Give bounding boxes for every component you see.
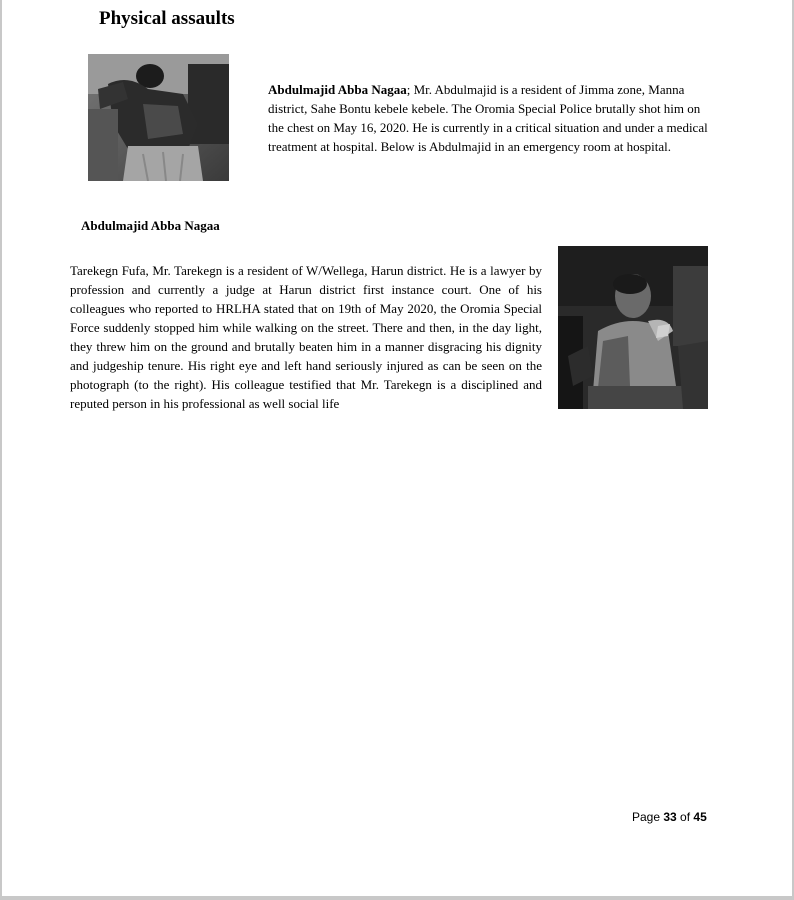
- page-number-current: 33: [663, 810, 677, 824]
- page-number-prefix: Page: [632, 810, 664, 824]
- section1-lead-name: Abdulmajid Abba Nagaa: [268, 82, 407, 97]
- section1-body-text: ; Mr. Abdulmajid is a resident of Jimma zone, Manna district, Sahe Bontu kebele kebele. The Oromia Special Police brutally shot him on the chest on May 16, 2020. He is currently in a critical situation and under a medical treatment at hospital. Below is Abdulmajid in an emergency room at hospital.: [268, 82, 708, 154]
- photo-caption: Abdulmajid Abba Nagaa: [81, 218, 220, 233]
- photo-injured-judge: [558, 246, 708, 409]
- page-number-middle: of: [676, 810, 694, 824]
- photo-injured-man-hospital-bed: [88, 54, 229, 181]
- section2-paragraph: Tarekegn Fufa, Mr. Tarekegn is a resident of W/Wellega, Harun district. He is a lawyer by profession and currently a judge at Harun district first instance court. One of his colleagues who reported to HRLHA stated that on 19th of May 2020, the Oromia Special Force suddenly stopped him while walking on the street. There and then, in the day light, they threw him on the ground and brutally beaten him in a manner disgracing his dignity and judgeship tenure. His right eye and left hand seriously injured as can be seen on the photograph (to the right). His colleague testified that Mr. Tarekegn is a disciplined and reputed person in his professional as well social life: [70, 263, 542, 411]
- document-page: [2, 0, 792, 896]
- section-heading: Physical assaults: [99, 8, 235, 29]
- page-number-total: 45: [693, 810, 707, 824]
- page-number: [632, 810, 707, 824]
- section1-paragraph: [268, 80, 718, 156]
